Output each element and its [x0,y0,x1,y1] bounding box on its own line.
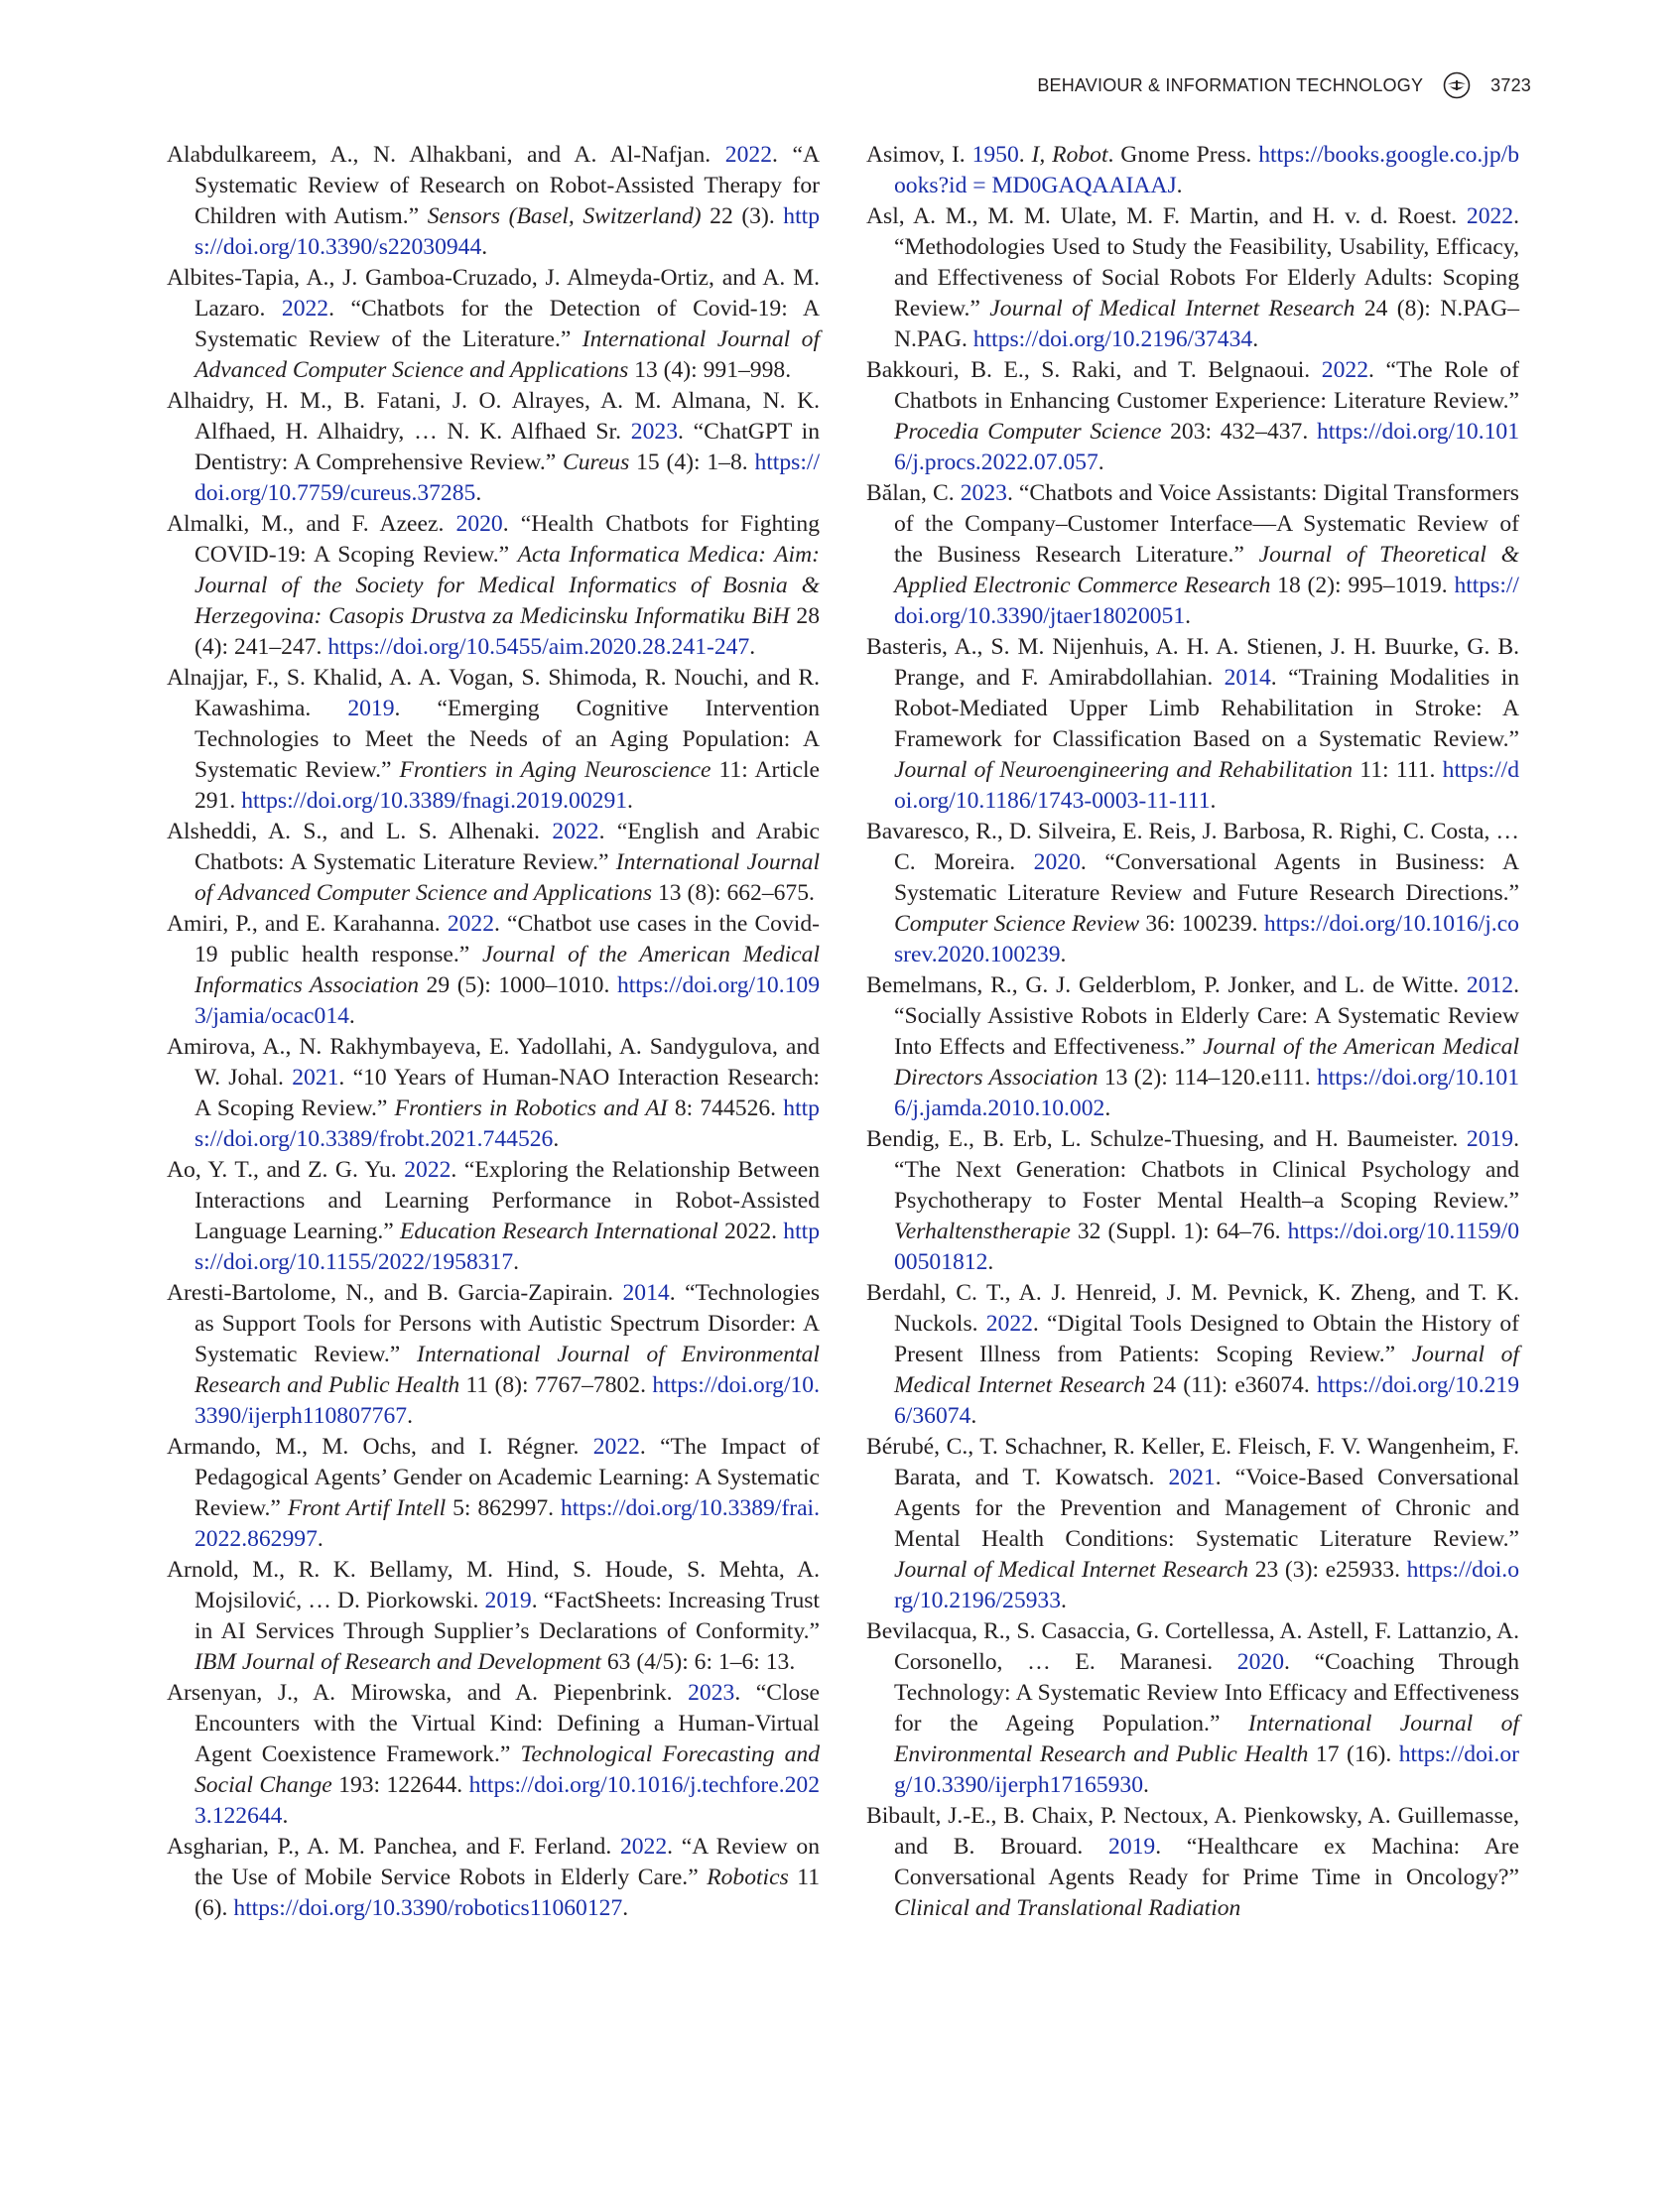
reference-year-link[interactable]: 2019 [1466,1126,1514,1152]
reference-source: Procedia Computer Science [894,419,1162,445]
reference-source: Robotics [707,1865,789,1890]
reference-end: . [1185,603,1192,629]
reference-source: Acta Informatica Medica: Aim: Journal of the Society for Medical Informatics of Bosnia & Herzegovina: Casopis Drustva za Medicinsku Informatiku BiH [194,542,820,629]
reference-authors: Amirova, A., N. Rakhymbayeva, E. Yadollahi, A. Sandygulova, and W. Johal. [167,1034,820,1091]
reference-source: Journal of Neuroengineering and Rehabilitation [894,757,1354,783]
reference-authors: Bălan, C. [866,480,961,506]
reference-title: . “Health Chatbots for Fighting COVID-19: A Scoping Review.” [194,511,820,568]
reference-details: 32 (Suppl. 1): 64–76. [1070,1219,1288,1244]
reference-doi-link[interactable]: https://doi.org/10.1016/j.jamda.2010.10.002 [894,1065,1519,1121]
reference-doi-link[interactable]: https://doi.org/10.2196/36074 [894,1372,1519,1429]
reference-year-link[interactable]: 2020 [1033,849,1081,875]
reference-source: International Journal of Environmental Research and Public Health [194,1342,820,1398]
reference-source: IBM Journal of Research and Development [194,1649,601,1675]
taylor-francis-logo-icon [1443,71,1471,99]
reference-details: 11 (6). [194,1865,820,1921]
reference-details: 2022. [717,1219,784,1244]
reference-year-link[interactable]: 2022 [592,1434,640,1460]
reference-entry [866,970,1519,1124]
reference-entry [167,909,820,1032]
reference-title: . “English and Arabic Chatbots: A Systematic Literature Review.” [194,819,820,875]
reference-title: . “Methodologies Used to Study the Feasibility, Usability, Efficacy, and Effectiveness of Social Robots For Elderly Adults: Scoping Review.” [894,203,1519,322]
running-head [1037,71,1531,99]
reference-entry [866,632,1519,817]
reference-authors: Asimov, I. [866,142,972,168]
reference-authors: Albites-Tapia, A., J. Gamboa-Cruzado, J. Almeyda-Ortiz, and A. M. Lazaro. [167,265,820,322]
reference-source: Sensors (Basel, Switzerland) [427,203,702,229]
reference-title: . “Technologies as Support Tools for Persons with Autistic Spectrum Disorder: A Systematic Review.” [194,1280,820,1367]
reference-source: International Journal of Environmental Research and Public Health [894,1711,1519,1767]
reference-doi-link[interactable]: https://doi.org/10.3390/s22030944 [194,203,820,260]
reference-end: . [513,1249,520,1275]
reference-source: I, Robot [1031,142,1108,168]
reference-entry [167,1832,820,1924]
reference-year-link[interactable]: 2022 [1466,203,1514,229]
reference-year-link[interactable]: 2019 [347,696,395,721]
reference-doi-link[interactable]: https://doi.org/10.2196/25933 [894,1557,1519,1613]
reference-doi-link[interactable]: https://doi.org/10.1016/j.procs.2022.07.057 [894,419,1519,475]
reference-end: . [1252,326,1259,352]
reference-source: Front Artif Intell [287,1495,447,1521]
reference-source: Journal of Medical Internet Research [894,1342,1519,1398]
reference-end: . [553,1126,560,1152]
reference-source: Frontiers in Robotics and AI [394,1095,668,1121]
reference-year-link[interactable]: 2022 [552,819,599,844]
reference-authors: Arnold, M., R. K. Bellamy, M. Hind, S. Houde, S. Mehta, A. Mojsilović, … D. Piorkowski. [167,1557,820,1613]
reference-year-link[interactable]: 2021 [292,1065,339,1091]
reference-details: . Gnome Press. [1107,142,1259,168]
reference-doi-link[interactable]: https://doi.org/10.3389/fnagi.2019.00291 [241,788,628,814]
reference-source: Education Research International [399,1219,718,1244]
reference-year-link[interactable]: 2014 [1224,665,1271,691]
reference-year-link[interactable]: 2014 [622,1280,670,1306]
reference-title: . “Chatbots for the Detection of Covid-19: A Systematic Review of the Literature.” [194,296,820,352]
reference-end: . [475,480,482,506]
reference-doi-link[interactable]: https://doi.org/10.1186/1743-0003-11-111 [894,757,1519,814]
reference-entry [866,355,1519,478]
reference-details: 13 (2): 114–120.e111. [1098,1065,1317,1091]
reference-authors: Arsenyan, J., A. Mirowska, and A. Piepenbrink. [167,1680,689,1706]
reference-year-link[interactable]: 2022 [985,1311,1033,1337]
reference-title: . “ChatGPT in Dentistry: A Comprehensive Review.” [194,419,820,475]
right-column [866,140,1519,1924]
reference-entry [167,386,820,509]
reference-authors: Bavaresco, R., D. Silveira, E. Reis, J. Barbosa, R. Righi, C. Costa, … C. Moreira. [866,819,1519,875]
reference-authors: Alabdulkareem, A., N. Alhakbani, and A. Al-Nafjan. [167,142,725,168]
left-column [167,140,820,1924]
reference-entry [167,140,820,263]
reference-entry [866,201,1519,355]
reference-authors: Almalki, M., and F. Azeez. [167,511,456,537]
reference-details: 18 (2): 995–1019. [1270,573,1455,598]
reference-authors: Basteris, A., S. M. Nijenhuis, A. H. A. Stienen, J. H. Buurke, G. B. Prange, and F. Amirabdollahian. [866,634,1519,691]
reference-entry [866,817,1519,970]
reference-source: Clinical and Translational Radiation [894,1895,1241,1921]
reference-details: 13 (4): 991–998. [628,357,792,383]
reference-year-link[interactable]: 2023 [960,480,1007,506]
reference-title: . “Socially Assistive Robots in Elderly Care: A Systematic Review Into Effects and Effectiveness.” [894,972,1519,1060]
reference-entry [866,1616,1519,1801]
reference-source: Frontiers in Aging Neuroscience [399,757,711,783]
reference-title: . “Digital Tools Designed to Obtain the History of Present Illness from Patients: Scoping Review.” [894,1311,1519,1367]
reference-end: . [1098,450,1104,475]
reference-end: . [1061,1588,1067,1613]
reference-details: 11 (8): 7767–7802. [459,1372,653,1398]
reference-title: . “Training Modalities in Robot-Mediated Upper Limb Rehabilitation in Stroke: A Framework for Classification Based on a Systematic Review.” [894,665,1519,752]
reference-details: 28 (4): 241–247. [194,603,820,660]
reference-year-link[interactable]: 1950 [971,142,1019,168]
reference-authors: Alsheddi, A. S., and L. S. Alhenaki. [167,819,553,844]
page-number: 3723 [1490,74,1531,95]
reference-doi-link[interactable]: https://doi.org/10.2196/37434 [972,326,1253,352]
reference-title: . “The Role of Chatbots in Enhancing Customer Experience: Literature Review.” [894,357,1520,414]
reference-authors: Bendig, E., B. Erb, L. Schulze-Thuesing, and H. Baumeister. [866,1126,1467,1152]
reference-details: 36: 100239. [1139,911,1264,937]
reference-title: . “The Next Generation: Chatbots in Clinical Psychology and Psychotherapy to Foster Mental Health–a Scoping Review.” [894,1126,1519,1214]
reference-title: . “FactSheets: Increasing Trust in AI Services Through Supplier’s Declarations of Conformity.” [194,1588,820,1644]
reference-entry [167,1432,820,1555]
reference-doi-link[interactable]: https://books.google.co.jp/books?id = MD0GAQAAIAAJ [894,142,1519,198]
reference-authors: Bérubé, C., T. Schachner, R. Keller, E. Fleisch, F. V. Wangenheim, F. Barata, and T. Kowatsch. [866,1434,1519,1490]
reference-doi-link[interactable]: https://doi.org/10.3390/ijerph110807767 [194,1372,820,1429]
reference-end: . [622,1895,629,1921]
reference-entry [167,1678,820,1832]
reference-doi-link[interactable]: https://doi.org/10.1093/jamia/ocac014 [194,972,820,1029]
reference-entry [167,663,820,817]
reference-authors: Alnajjar, F., S. Khalid, A. A. Vogan, S. Shimoda, R. Nouchi, and R. Kawashima. [167,665,820,721]
reference-end: . [282,1803,289,1829]
reference-doi-link[interactable]: https://doi.org/10.3389/frobt.2021.744526 [194,1095,820,1152]
reference-title: . “Coaching Through Technology: A Systematic Review Into Efficacy and Effectiveness for the Ageing Population.” [894,1649,1519,1737]
reference-details: 15 (4): 1–8. [629,450,755,475]
reference-title: . “Exploring the Relationship Between Interactions and Learning Performance in Robot-Assisted Language Learning.” [194,1157,820,1244]
reference-authors: Armando, M., M. Ochs, and I. Régner. [167,1434,593,1460]
reference-entry [167,1032,820,1155]
reference-year-link[interactable]: 2023 [630,419,678,445]
reference-year-link[interactable]: 2022 [1321,357,1368,383]
reference-source: Technological Forecasting and Social Change [194,1741,821,1798]
reference-doi-link[interactable]: https://doi.org/10.3390/jtaer18020051 [894,573,1519,629]
reference-authors: Bevilacqua, R., S. Casaccia, G. Cortellessa, A. Astell, F. Lattanzio, A. Corsonello, … E. Maranesi. [866,1618,1519,1675]
reference-authors: Bemelmans, R., G. J. Gelderblom, P. Jonker, and L. de Witte. [866,972,1467,998]
reference-title: . “Close Encounters with the Virtual Kind: Defining a Human-Virtual Agent Coexistence Framework.” [194,1680,820,1767]
reference-details: 29 (5): 1000–1010. [419,972,617,998]
reference-year-link[interactable]: 2021 [1168,1465,1216,1490]
reference-details: 5: 862997. [446,1495,561,1521]
reference-authors: Amiri, P., and E. Karahanna. [167,911,448,937]
reference-doi-link[interactable]: https://doi.org/10.1016/j.cosrev.2020.100239 [894,911,1519,967]
reference-title: . “Conversational Agents in Business: A Systematic Literature Review and Future Research Directions.” [894,849,1519,906]
reference-end: . [749,634,756,660]
reference-entry [167,1555,820,1678]
reference-source: Journal of Medical Internet Research [989,296,1356,322]
reference-doi-link[interactable]: https://doi.org/10.7759/cureus.37285 [194,450,821,506]
reference-authors: Alhaidry, H. M., B. Fatani, J. O. Alrayes, A. M. Almana, N. K. Alfhaed, H. Alhaidry, … N. K. Alfhaed Sr. [167,388,820,445]
reference-entry [866,1432,1519,1616]
reference-authors: Berdahl, C. T., A. J. Henreid, J. M. Pevnick, K. Zheng, and T. K. Nuckols. [866,1280,1519,1337]
reference-details: 24 (11): e36074. [1145,1372,1317,1398]
reference-entry [167,509,820,663]
reference-title: . “The Impact of Pedagogical Agents’ Gender on Academic Learning: A Systematic Review.” [194,1434,821,1521]
reference-details: 17 (16). [1308,1741,1399,1767]
reference-year-link[interactable]: 2019 [1108,1834,1156,1860]
reference-year-link[interactable]: 2022 [404,1157,452,1183]
reference-doi-link[interactable]: https://doi.org/10.3389/frai.2022.862997 [194,1495,820,1552]
reference-details: 13 (8): 662–675. [652,880,815,906]
reference-year-link[interactable]: 2022 [447,911,494,937]
reference-details: 11: Article 291. [194,757,820,814]
reference-year-link[interactable]: 2022 [619,1834,668,1860]
reference-end: . [1143,1772,1149,1798]
reference-end: . [481,234,488,260]
reference-title: . [1018,142,1032,168]
reference-details: 11: 111. [1353,757,1443,783]
reference-source: International Journal of Advanced Computer Science and Applications [194,849,820,906]
reference-year-link[interactable]: 2019 [484,1588,532,1613]
reference-title: . “Voice-Based Conversational Agents for the Prevention and Management of Chronic and Mental Health Conditions: Systematic Literature Review.” [894,1465,1519,1552]
reference-doi-link[interactable]: https://doi.org/10.1155/2022/1958317 [194,1219,820,1275]
reference-source: Computer Science Review [894,911,1140,937]
reference-doi-link[interactable]: https://doi.org/10.3390/ijerph17165930 [894,1741,1519,1798]
reference-details: 63 (4/5): 6: 1–6: 13. [600,1649,796,1675]
reference-title: . “Healthcare ex Machina: Are Conversational Agents Ready for Prime Time in Oncology?” [894,1834,1520,1890]
reference-end: . [627,788,633,814]
reference-title: . “10 Years of Human-NAO Interaction Research: A Scoping Review.” [194,1065,820,1121]
reference-doi-link[interactable]: https://doi.org/10.1016/j.techfore.2023.122644 [194,1772,820,1829]
reference-authors: Asgharian, P., A. M. Panchea, and F. Ferland. [167,1834,620,1860]
reference-source: Journal of the American Medical Informatics Association [194,942,820,998]
reference-entry [866,478,1519,632]
reference-source: International Journal of Advanced Computer Science and Applications [194,326,820,383]
journal-title: BEHAVIOUR & INFORMATION TECHNOLOGY [1037,74,1424,95]
reference-end: . [987,1249,994,1275]
reference-source: Journal of the American Medical Directors Association [894,1034,1519,1091]
reference-title: . “A Systematic Review of Research on Robot-Assisted Therapy for Children with Autism.” [194,142,820,229]
reference-end: . [1104,1095,1111,1121]
reference-details: 193: 122644. [331,1772,469,1798]
reference-title: . “Chatbots and Voice Assistants: Digital Transformers of the Company–Customer Interface—A Systematic Review of the Business Research Literature.” [894,480,1519,568]
reference-source: Journal of Theoretical & Applied Electronic Commerce Research [894,542,1519,598]
reference-details: 24 (8): N.PAG–N.PAG. [894,296,1520,352]
reference-end: . [970,1403,977,1429]
reference-year-link[interactable]: 2022 [724,142,772,168]
reference-year-link[interactable]: 2022 [281,296,329,322]
reference-year-link[interactable]: 2012 [1466,972,1514,998]
reference-doi-link[interactable]: https://doi.org/10.3390/robotics11060127 [233,1895,623,1921]
reference-source: Verhaltenstherapie [894,1219,1071,1244]
reference-doi-link[interactable]: https://doi.org/10.1159/000501812 [894,1219,1519,1275]
reference-entry [167,1155,820,1278]
reference-title: . “Chatbot use cases in the Covid-19 public health response.” [194,911,820,967]
reference-entry [167,263,820,386]
reference-source: Journal of Medical Internet Research [894,1557,1249,1583]
reference-year-link[interactable]: 2020 [455,511,503,537]
reference-end: . [1210,788,1217,814]
reference-source: Cureus [563,450,630,475]
reference-year-link[interactable]: 2023 [688,1680,735,1706]
reference-entry [866,1801,1519,1924]
reference-details: 22 (3). [701,203,784,229]
reference-title: . “Emerging Cognitive Intervention Technologies to Meet the Needs of an Aging Population: A Systematic Review.” [194,696,820,783]
reference-end: . [1176,173,1183,198]
reference-end: . [317,1526,323,1552]
reference-end: . [407,1403,413,1429]
reference-entry [167,1278,820,1432]
reference-entry [866,1278,1519,1432]
reference-authors: Asl, A. M., M. M. Ulate, M. F. Martin, and H. v. d. Roest. [866,203,1467,229]
reference-title: . “A Review on the Use of Mobile Service Robots in Elderly Care.” [194,1834,820,1890]
reference-authors: Bibault, J.-E., B. Chaix, P. Nectoux, A. Pienkowsky, A. Guillemasse, and B. Brouard. [866,1803,1519,1860]
reference-authors: Bakkouri, B. E., S. Raki, and T. Belgnaoui. [866,357,1322,383]
reference-details: 8: 744526. [667,1095,784,1121]
reference-entry [167,817,820,909]
reference-year-link[interactable]: 2020 [1236,1649,1284,1675]
reference-end: . [348,1003,355,1029]
reference-entry [866,140,1519,201]
reference-doi-link[interactable]: https://doi.org/10.5455/aim.2020.28.241-247 [327,634,750,660]
reference-end: . [1060,942,1067,967]
reference-authors: Aresti-Bartolome, N., and B. Garcia-Zapirain. [167,1280,623,1306]
reference-details: 203: 432–437. [1161,419,1317,445]
reference-authors: Ao, Y. T., and Z. G. Yu. [167,1157,405,1183]
reference-entry [866,1124,1519,1278]
reference-details: 23 (3): e25933. [1248,1557,1407,1583]
